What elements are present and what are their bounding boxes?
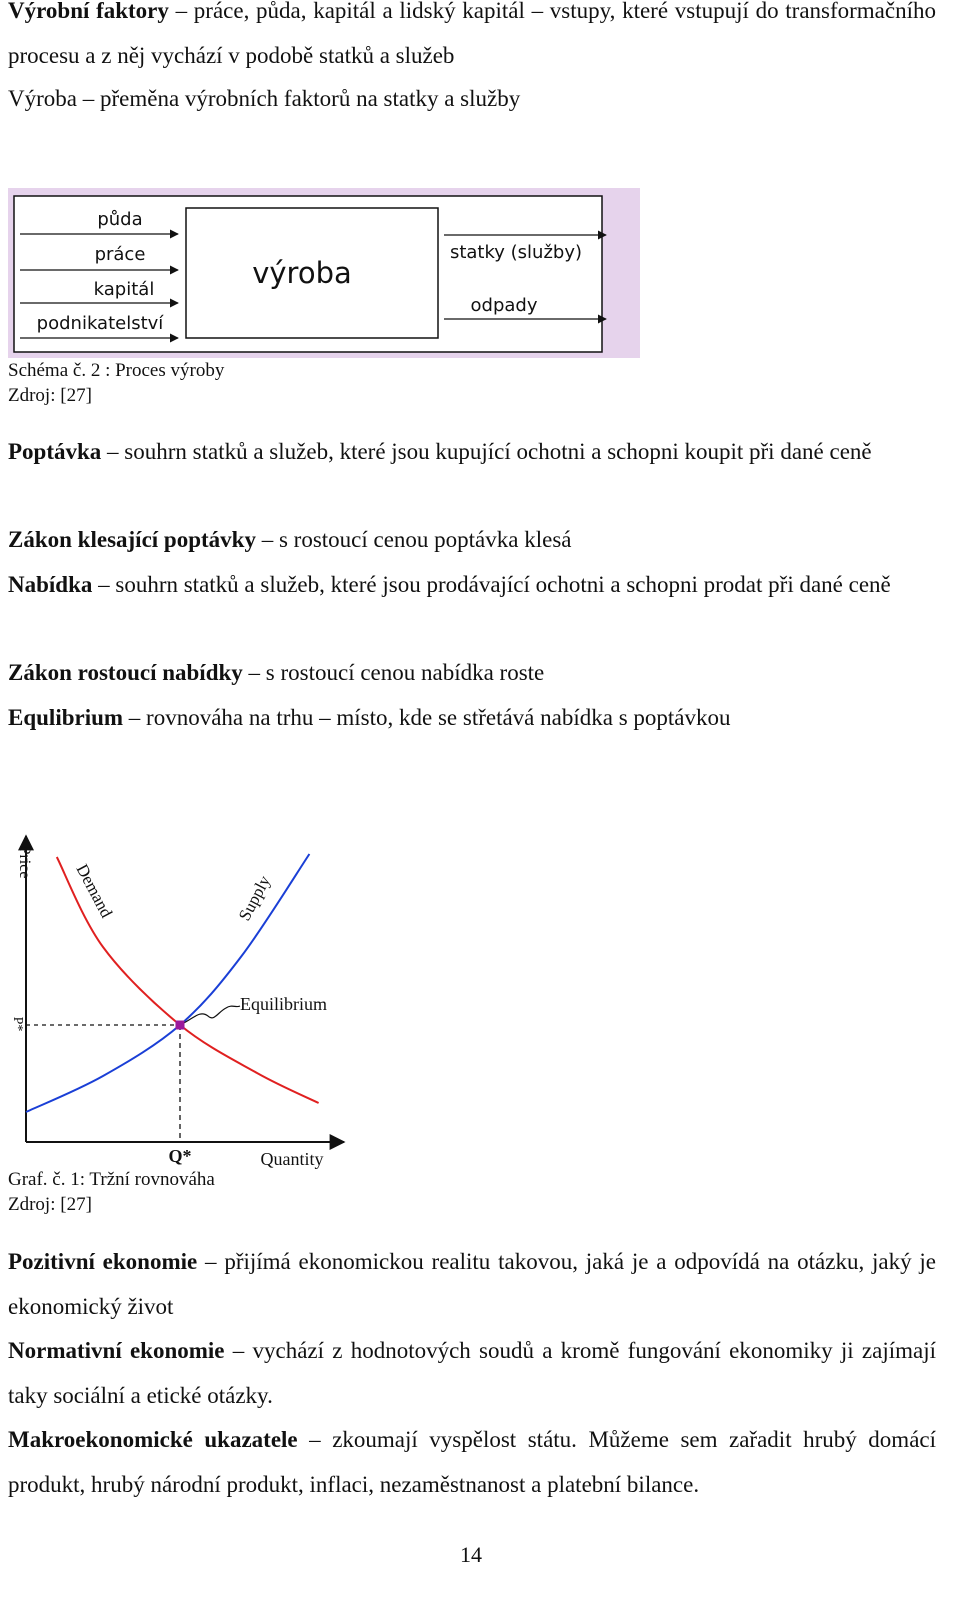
page-number: 14 <box>460 1542 482 1567</box>
definition-pozitivni-ekonomie <box>8 1240 936 1329</box>
diagram-center-label: výroba <box>252 256 352 290</box>
definition-term: Equlibrium <box>8 705 124 730</box>
x-tick-qstar: Q* <box>168 1146 192 1166</box>
output-label-statky: statky (služby) <box>449 242 583 263</box>
equilibrium-label: Equilibrium <box>240 994 327 1014</box>
input-label-prace: práce <box>94 244 146 265</box>
definition-text: – souhrn statků a služeb, které jsou kupující ochotni a schopni koupit při dané ceně <box>101 439 872 464</box>
factors-definition <box>8 0 936 78</box>
definition-makroekonomicke-ukazatele <box>8 1418 936 1507</box>
definition-term: Pozitivní ekonomie <box>8 1249 198 1274</box>
chart-caption-title: Graf. č. 1: Tržní rovnováha <box>8 1169 215 1190</box>
input-label-podnikatelstvi: podnikatelství <box>36 313 164 334</box>
input-label-kapital: kapitál <box>93 279 155 300</box>
definition-text: – přijímá ekonomickou realitu takovou, jaká je a odpovídá na otázku, jaký je ekonomický život <box>8 1249 936 1319</box>
chart-caption-source: Zdroj: [27] <box>8 1194 92 1215</box>
definition-term: Zákon rostoucí nabídky <box>8 660 243 685</box>
definition-normativni-ekonomie <box>8 1329 936 1418</box>
equilibrium-point <box>176 1021 185 1030</box>
production-definition: Výroba – přeměna výrobních faktorů na statky a služby <box>8 86 521 111</box>
definition-zakon-nabidky <box>8 660 544 686</box>
supply-label: Supply <box>234 872 275 924</box>
definition-text: – souhrn statků a služeb, které jsou prodávající ochotni a schopni prodat při dané ceně <box>92 572 891 597</box>
definition-zakon-poptavky <box>8 527 571 553</box>
market-equilibrium-chart <box>4 832 349 1177</box>
definition-text: – vychází z hodnotových soudů a kromě fungování ekonomiky ji zajímají taky sociální a etické otázky. <box>8 1338 936 1408</box>
definition-text: – s rostoucí cenou poptávka klesá <box>255 527 572 552</box>
y-axis-label: Price <box>16 845 33 879</box>
production-process-diagram <box>8 188 640 358</box>
definition-equilibrium <box>8 705 731 731</box>
def-factors: – práce, půda, kapitál a lidský kapitál – vstupy, které vstupují do transformačního procesu a z něj vychází v podobě statků a služeb <box>8 0 936 68</box>
definition-text: – zkoumají vyspělost státu. Můžeme sem zařadit hrubý domácí produkt, hrubý národní produkt, inflaci, nezaměstnanost a platební bilance. <box>8 1427 936 1497</box>
output-label-odpady: odpady <box>470 295 538 316</box>
definition-term: Normativní ekonomie <box>8 1338 225 1363</box>
definition-term: Nabídka <box>8 572 93 597</box>
term-factors: Výrobní faktory <box>8 0 169 23</box>
x-axis-label: Quantity <box>260 1149 324 1169</box>
input-label-puda: půda <box>97 209 143 230</box>
definition-poptavka <box>8 430 936 475</box>
definition-term: Zákon klesající poptávky <box>8 527 256 552</box>
definition-term: Makroekonomické ukazatele <box>8 1427 298 1452</box>
definition-term: Poptávka <box>8 439 102 464</box>
demand-label: Demand <box>72 860 117 921</box>
definition-text: – s rostoucí cenou nabídka roste <box>242 660 545 685</box>
definition-text: – rovnováha na trhu – místo, kde se střetává nabídka s poptávkou <box>123 705 731 730</box>
diagram-caption-title: Schéma č. 2 : Proces výroby <box>8 360 225 381</box>
y-tick-pstar: P* <box>10 1016 25 1032</box>
definition-nabidka <box>8 563 936 608</box>
diagram-caption-source: Zdroj: [27] <box>8 385 92 406</box>
